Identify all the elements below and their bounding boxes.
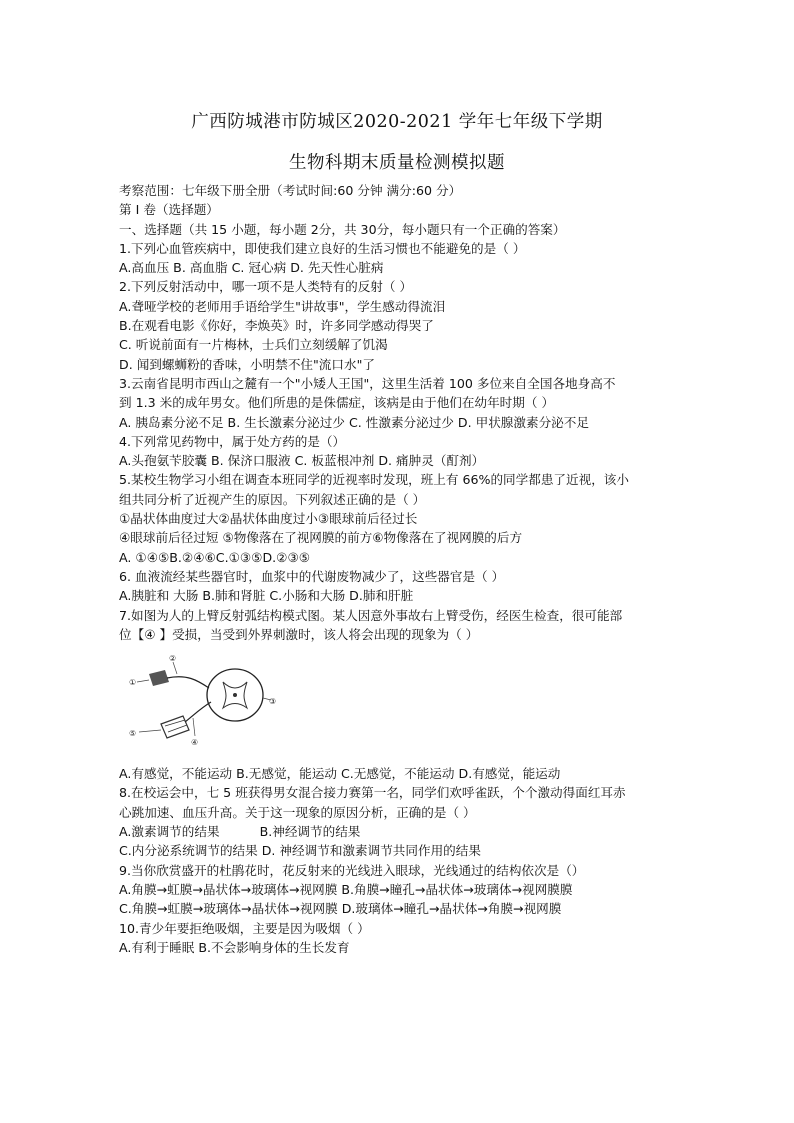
question-5-options: A. ①④⑤B.②④⑥C.①③⑤D.②③⑤ bbox=[119, 549, 311, 565]
question-2-option-c: C. 听说前面有一片梅林，士兵们立刻缓解了饥渴 bbox=[119, 337, 388, 353]
question-3-line2: 到 1.3 米的成年男女。他们所患的是侏儒症，该病是由于他们在幼年时期（ ） bbox=[119, 395, 555, 411]
question-9-options-cd: C.角膜→虹膜→玻璃体→晶状体→视网膜 D.玻璃体→瞳孔→晶状体→角膜→视网膜 bbox=[119, 901, 562, 917]
question-2-option-d: D. 闻到螺蛳粉的香味，小明禁不住"流口水"了 bbox=[119, 356, 375, 372]
question-4: 4.下列常见药物中，属于处方药的是（） bbox=[119, 433, 346, 449]
section-heading: 一、选择题（共 15 小题，每小题 2分，共 30分，每小题只有一个正确的答案） bbox=[119, 221, 566, 237]
fig-label-2: ② bbox=[169, 654, 177, 664]
question-3-line1: 3.云南省昆明市西山之麓有一个"小矮人王国"，这里生活着 100 多位来自全国各地身高不 bbox=[119, 375, 616, 391]
question-3-options: A. 胰岛素分泌不足 B. 生长激素分泌过少 C. 性激素分泌过少 D. 甲状腺激素分泌不足 bbox=[119, 414, 589, 430]
question-4-options: A.头孢氨苄胶囊 B. 保济口服液 C. 板蓝根冲剂 D. 痛肿灵（酊剂） bbox=[119, 453, 485, 469]
question-5-line1: 5.某校生物学习小组在调查本班同学的近视率时发现，班上有 66%的同学都患了近视，该小 bbox=[119, 472, 629, 488]
question-2-option-b: B.在观看电影《你好，李焕英》时，许多同学感动得哭了 bbox=[119, 318, 434, 334]
question-7-line1: 7.如图为人的上臂反射弧结构模式图。某人因意外事故右上臂受伤，经医生检查，很可能部 bbox=[119, 607, 623, 623]
effector-shape bbox=[161, 716, 189, 738]
question-1-options: A.高血压 B. 高血脂 C. 冠心病 D. 先天性心脏病 bbox=[119, 260, 384, 276]
receptor-shape bbox=[149, 670, 169, 686]
question-8-options-cd: C.内分泌系统调节的结果 D. 神经调节和激素调节共同作用的结果 bbox=[119, 843, 481, 859]
afferent-nerve bbox=[167, 677, 209, 688]
question-9: 9.当你欣赏盛开的杜鹃花时，花反射来的光线进入眼球，光线通过的结构依次是（） bbox=[119, 862, 585, 878]
question-6-options: A.胰脏和 大肠 B.肺和肾脏 C.小肠和大肠 D.肺和肝脏 bbox=[119, 588, 414, 604]
fig-label-1: ① bbox=[129, 678, 137, 688]
question-8-line1: 8.在校运会中，七 5 班获得男女混合接力赛第一名，同学们欢呼雀跃，个个激动得面红耳赤 bbox=[119, 785, 626, 801]
question-2: 2.下列反射活动中，哪一项不是人类特有的反射（ ） bbox=[119, 279, 413, 295]
exam-body bbox=[119, 181, 679, 957]
question-1: 1.下列心血管疾病中，即使我们建立良好的生活习惯也不能避免的是（ ） bbox=[119, 240, 526, 256]
question-5-line2: 组共同分析了近视产生的原因。下列叙述正确的是（ ） bbox=[119, 491, 426, 507]
question-10-options-ab: A.有利于睡眠 B.不会影响身体的生长发育 bbox=[119, 939, 350, 955]
reflex-arc-figure-area bbox=[119, 644, 679, 764]
fig-label-5: ⑤ bbox=[129, 729, 137, 739]
question-8-options-ab: A.激素调节的结果 B.神经调节的结果 bbox=[119, 824, 361, 840]
fig-label-3: ③ bbox=[269, 697, 277, 707]
question-9-options-ab: A.角膜→虹膜→晶状体→玻璃体→视网膜 B.角膜→瞳孔→晶状体→玻璃体→视网膜膜 bbox=[119, 881, 573, 897]
reflex-arc-diagram bbox=[127, 652, 277, 752]
part-heading: 第 I 卷（选择题） bbox=[119, 202, 219, 218]
question-6: 6. 血液流经某些器官时，血浆中的代谢废物减少了，这些器官是（ ） bbox=[119, 568, 505, 584]
exam-scope: 考察范围：七年级下册全册（考试时间:60 分钟 满分:60 分） bbox=[119, 183, 462, 198]
exam-title-line2: 生物科期末质量检测模拟题 bbox=[289, 153, 505, 173]
question-7-line2: 位【④ 】受损，当受到外界刺激时，该人将会出现的现象为（ ） bbox=[119, 626, 479, 642]
question-5-statements-1: ①晶状体曲度过大②晶状体曲度过小③眼球前后径过长 bbox=[119, 511, 418, 527]
fig-label-4: ④ bbox=[191, 738, 199, 748]
efferent-nerve bbox=[185, 702, 211, 722]
question-2-option-a: A.聋哑学校的老师用手语给学生"讲故事"，学生感动得流泪 bbox=[119, 298, 446, 314]
question-8-line2: 心跳加速、血压升高。关于这一现象的原因分析，正确的是（ ） bbox=[119, 804, 476, 820]
question-7-options: A.有感觉，不能运动 B.无感觉，能运动 C.无感觉，不能运动 D.有感觉，能运动 bbox=[119, 766, 561, 782]
exam-title-line1: 广西防城港市防城区2020-2021 学年七年级下学期 bbox=[191, 112, 603, 132]
question-5-statements-2: ④眼球前后径过短 ⑤物像落在了视网膜的前方⑥物像落在了视网膜的后方 bbox=[119, 530, 523, 546]
question-10: 10.青少年要拒绝吸烟，主要是因为吸烟（ ） bbox=[119, 920, 370, 936]
